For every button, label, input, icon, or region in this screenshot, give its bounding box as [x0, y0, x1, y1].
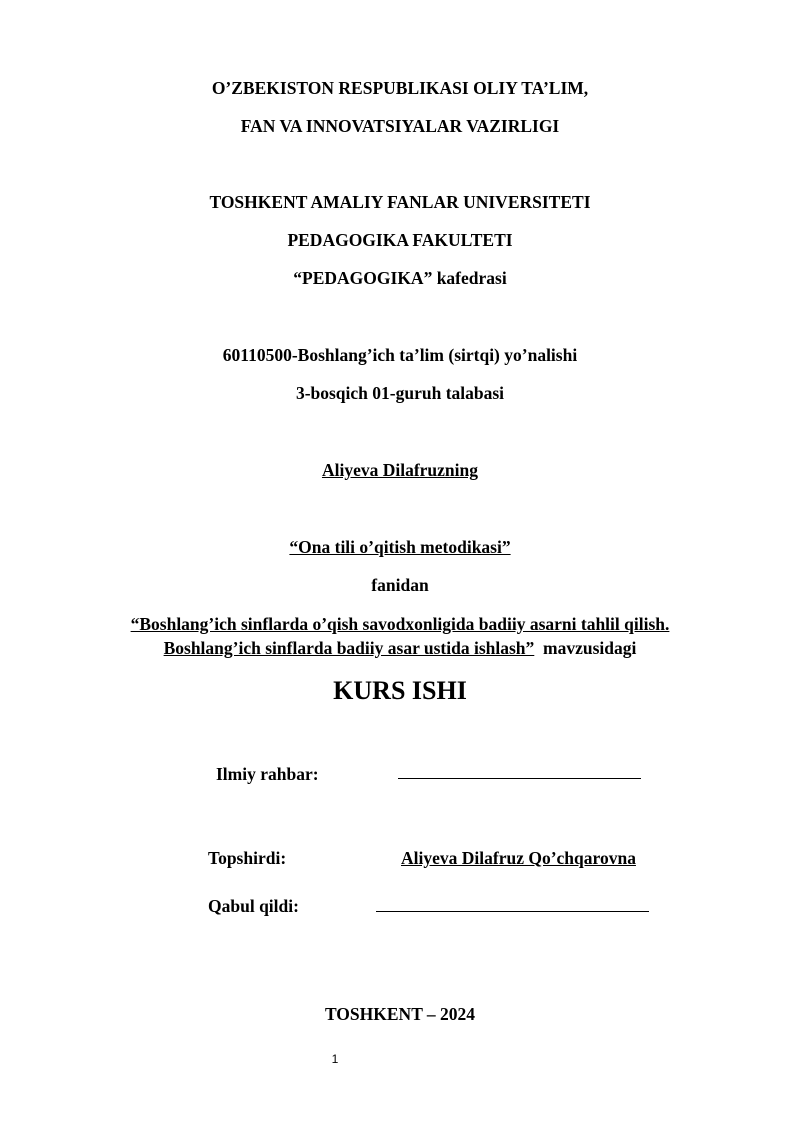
university-name: TOSHKENT AMALIY FANLAR UNIVERSITETI — [209, 192, 591, 212]
advisor-signature-line — [398, 778, 641, 779]
submitted-by-name: Aliyeva Dilafruz Qo’chqarovna — [401, 848, 636, 868]
program-line: 60110500-Boshlang’ich ta’lim (sirtqi) yo’nalishi — [222, 345, 578, 365]
topic-text-2: Boshlang’ich sinflarda badiiy asar ustida ishlash” — [163, 638, 535, 658]
ministry-line-1: O’ZBEKISTON RESPUBLIKASI OLIY TA’LIM, — [211, 78, 589, 98]
topic-line-1 — [0, 614, 800, 635]
topic-suffix: mavzusidagi — [543, 638, 637, 658]
subject-name: “Ona tili o’qitish metodikasi” — [289, 537, 511, 557]
ministry-line-2: FAN VA INNOVATSIYALAR VAZIRLIGI — [240, 116, 560, 136]
accepted-label: Qabul qildi: — [208, 896, 299, 916]
subject-suffix: fanidan — [371, 575, 429, 595]
document-title: KURS ISHI — [333, 676, 467, 705]
group-line: 3-bosqich 01-guruh talabasi — [295, 383, 505, 403]
submitted-label: Topshirdi: — [208, 848, 287, 868]
student-name: Aliyeva Dilafruzning — [321, 460, 479, 480]
topic-line-2 — [0, 638, 800, 659]
faculty-name: PEDAGOGIKA FAKULTETI — [287, 230, 513, 250]
accepted-signature-line — [376, 911, 649, 912]
page-number: 1 — [331, 1052, 339, 1066]
city-year: TOSHKENT – 2024 — [324, 1004, 476, 1024]
student-name-heading — [0, 460, 800, 481]
topic-text-1: “Boshlang’ich sinflarda o’qish savodxonligida badiiy asarni tahlil qilish. — [130, 614, 670, 634]
department-name: “PEDAGOGIKA” kafedrasi — [293, 268, 507, 288]
advisor-label: Ilmiy rahbar: — [216, 764, 319, 784]
subject-line — [0, 537, 800, 558]
